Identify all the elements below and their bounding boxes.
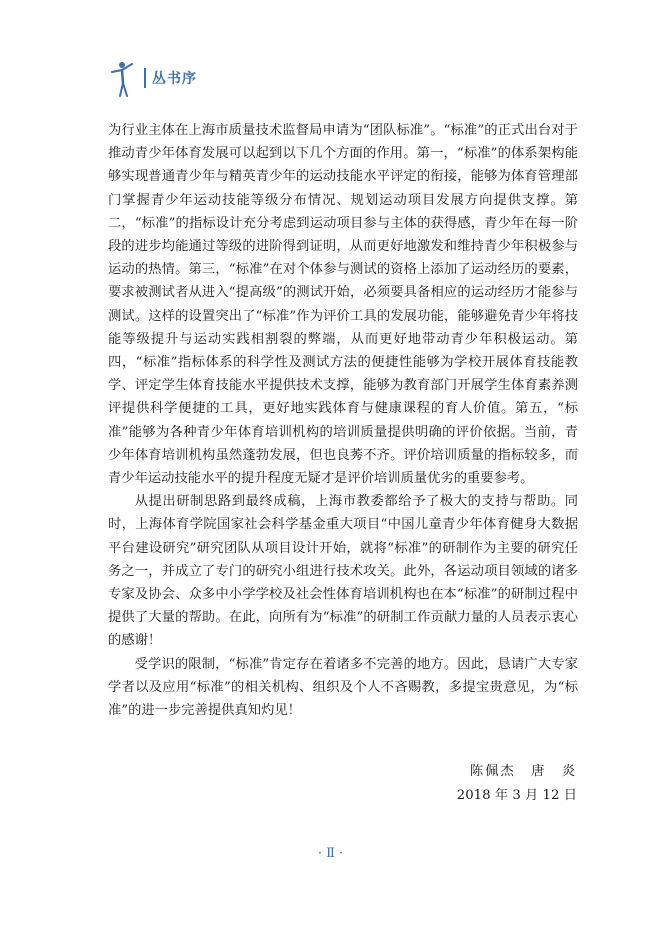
author-names: 陈佩杰 唐 炎 [469,764,577,779]
signature-block [457,760,577,808]
paragraph: 为行业主体在上海市质量技术监督局申请为“团队标准”。“标准”的正式出台对于推动青少年体育发展可以起到以下几个方面的作用。第一，“标准”的体系架构能够实现普通青少年与精英青少年的运动技能水平评定的衔接，能够为体育管理部门掌握青少年运动技能等级分布情况、规划运动项目发展方向提供支撑。第二，“标准”的指标设计充分考虑到运动项目参与主体的获得感，青少年在每一阶段的进步均能通过等级的进阶得到证明，从而更好地激发和维持青少年积极参与运动的热情。第三，“标准”在对个体参与测试的资格上添加了运动经历的要素，要求被测试者从进入“提高级”的测试开始，必须要具备相应的运动经历才能参与测试。这样的设置突出了“标准”作为评价工具的发展功能，能够避免青少年将技能等级提升与运动实践相割裂的弊端，从而更好地带动青少年积极运动。第四，“标准”指标体系的科学性及测试方法的便捷性能够为学校开展体育技能教学、评定学生体育技能水平提供技术支撑，能够为教育部门开展学生体育素养测评提供科学便捷的工具，更好地实践体育与健康课程的育人价值。第五，“标准”能够为各种青少年体育培训机构的培训质量提供明确的评价依据。当前，青少年体育培训机构虽然蓬勃发展，但也良莠不齐。评价培训质量的指标较多，而青少年运动技能水平的提升程度无疑才是评价培训质量优劣的重要参考。 [108,123,578,487]
paragraph: 受学识的限制，“标准”肯定存在着诸多不完善的地方。因此，恳请广大专家学者以及应用“标准”的相关机构、组织及个人不吝赐教，多提宝贵意见，为“标准”的进一步完善提供真知灼见！ [108,656,578,719]
header-divider [144,68,146,88]
runner-figure-icon [108,58,138,98]
signature-date: 2018 年 3 月 12 日 [456,788,577,803]
page-number: · Ⅱ · [317,846,344,861]
paragraph: 从提出研制思路到最终成稿，上海市教委都给予了极大的支持与帮助。同时，上海体育学院国家社会科学基金重大项目“中国儿童青少年体育健身大数据平台建设研究”研究团队从项目设计开始，就将“标准”的研制作为主要的研究任务之一，并成立了专门的研究小组进行技术攻关。此外，各运动项目领域的诸多专家及协会、众多中小学学校及社会性体育培训机构也在本“标准”的研制过程中提供了大量的帮助。在此，向所有为“标准”的研制工作贡献力量的人员表示衷心的感谢！ [108,494,578,649]
body-text [108,119,578,722]
running-header [108,58,197,98]
section-title: 丛书序 [152,71,197,87]
